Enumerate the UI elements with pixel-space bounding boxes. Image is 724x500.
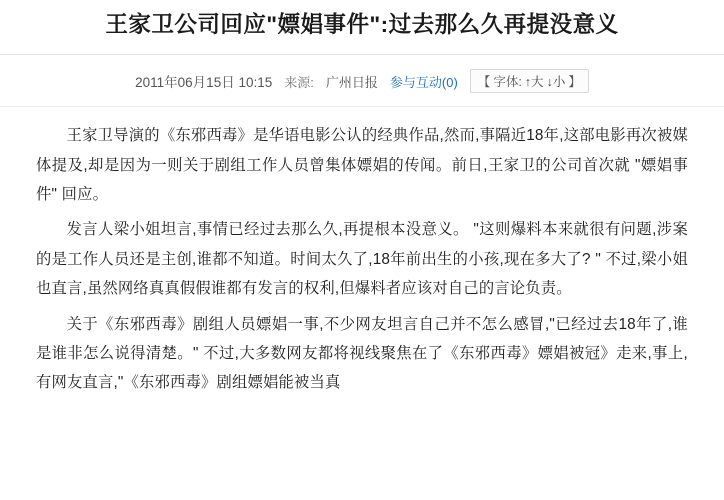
article-body xyxy=(0,107,724,397)
publish-datetime: 2011年06月15日 10:15 xyxy=(135,75,273,91)
font-decrease-button[interactable]: ↓小 xyxy=(546,75,566,90)
bracket-left-icon: 【 xyxy=(477,75,491,90)
font-size-label: 字体: xyxy=(493,75,522,90)
article-paragraph: 发言人梁小姐坦言,事情已经过去那么久,再提根本没意义。 "这则爆料本来就很有问题,涉案的是工作人员还是主创,谁都不知道。时间太久了,18年前出生的小孩,现在多大了? " 不过,梁小姐也直言,虽然网络真真假假谁都有发言的权利,但爆料者应该对自己的言论负责。 xyxy=(36,221,688,298)
interact-count: (0) xyxy=(441,74,458,90)
source-label: 来源: xyxy=(284,74,314,90)
font-size-control[interactable] xyxy=(470,69,589,93)
article-meta-bar xyxy=(0,55,724,93)
page-title: 王家卫公司回应"嫖娼事件":过去那么久再提没意义 xyxy=(105,12,619,37)
bracket-right-icon: 】 xyxy=(568,75,581,90)
source-name: 广州日报 xyxy=(325,74,378,90)
article-paragraph: 王家卫导演的《东邪西毒》是华语电影公认的经典作品,然而,事隔近18年,这部电影再次被媒体提及,却是因为一则关于剧组工作人员曾集体嫖娼的传闻。前日,王家卫的公司首次就 "嫖娼事件" 回应。 xyxy=(36,127,688,204)
font-increase-button[interactable]: ↑大 xyxy=(524,75,544,90)
article-paragraph: 关于《东邪西毒》剧组人员嫖娼一事,不少网友坦言自己并不怎么感冒,"已经过去18年了,谁是谁非怎么说得清楚。" 不过,大多数网友都将视线聚焦在了《东邪西毒》嫖娼被冠》走来,事上,有网友直言,"《东邪西毒》剧组嫖娼能被当真 xyxy=(36,315,688,392)
interact-link[interactable] xyxy=(390,72,458,91)
interact-label: 参与互动 xyxy=(389,74,442,90)
